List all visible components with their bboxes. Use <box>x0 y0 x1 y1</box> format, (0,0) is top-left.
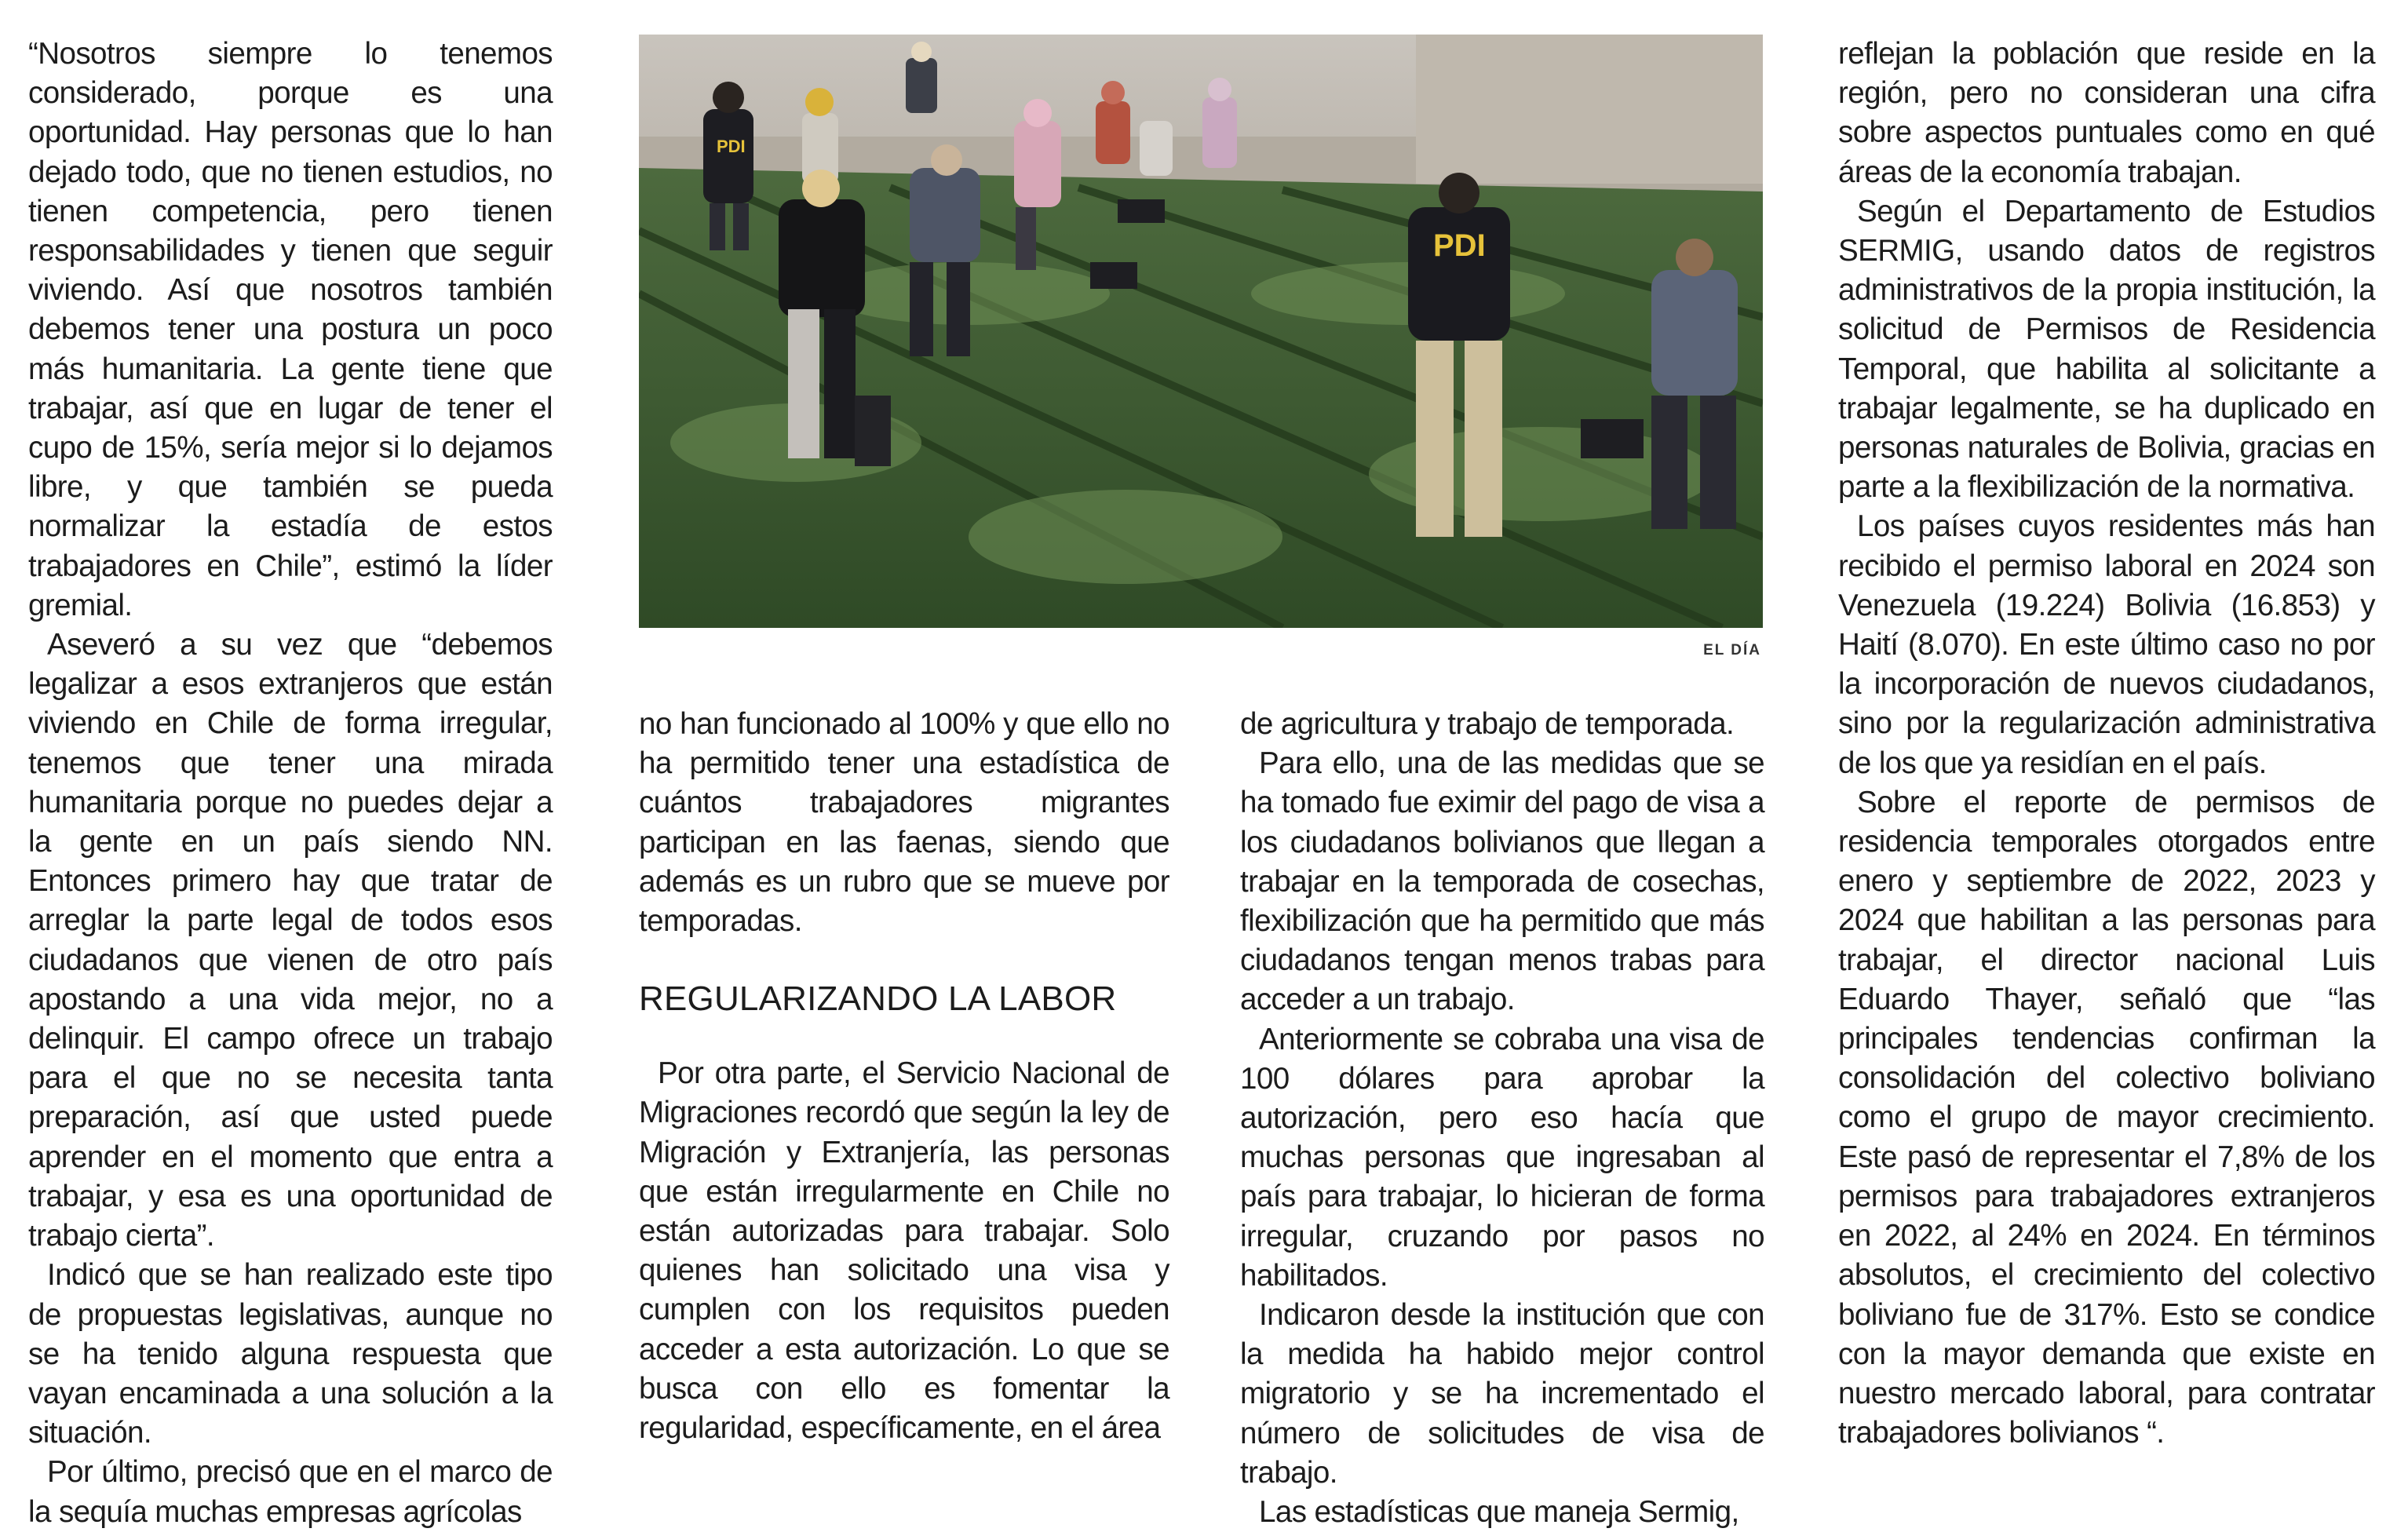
article-column-2 <box>639 705 1169 1448</box>
paragraph: Por último, precisó que en el marco de la sequía muchas empresas agrícolas <box>28 1455 553 1529</box>
article-photo <box>639 35 1763 628</box>
paragraph: Los países cuyos residentes más han recibido el permiso laboral en 2024 son Venezuela (19.224) Bolivia (16.853) y Haití (8.070). En este último caso no por la incorporación de nuevos ciudadanos, sino por la regularización administrativa de los que ya residían en el país. <box>1838 509 2375 780</box>
paragraph: Las estadísticas que maneja Sermig, <box>1259 1495 1739 1530</box>
paragraph: Por otra parte, el Servicio Nacional de Migraciones recordó que según la ley de Migración y Extranjería, las personas que están irregularmente en Chile no están autorizadas para trabajar. Solo quienes han solicitado una visa y cumplen con los requisitos pueden acceder a esta autorización. Lo que se busca con ello es fomentar la regularidad, específicamente, en el área <box>639 1056 1169 1446</box>
paragraph: Según el Departamento de Estudios SERMIG, usando datos de registros administrativos de la propia institución, la solicitud de Permisos de Residencia Temporal, que habilita al solicitante a trabajar legalmente, se ha duplicado en personas naturales de Bolivia, gracias en parte a la flexibilización de la normativa. <box>1838 194 2375 505</box>
vest-text-center: PDI <box>1433 228 1486 263</box>
vest-text-left: PDI <box>717 137 746 156</box>
paragraph: Anteriormente se cobraba una visa de 100 dólares para aprobar la autorización, pero eso hacía que muchas personas que ingresaban al país para trabajar, lo hicieran de forma irregular, cruzando por pasos no habilitados. <box>1240 1022 1764 1293</box>
article-column-3 <box>1240 705 1764 1532</box>
paragraph: Aseveró a su vez que “debemos legalizar a esos extranjeros que están viviendo en Chile de forma irregular, tenemos que tener una mirada humanitaria porque no puedes dejar a la gente en un país siendo NN. Entonces primero hay que tratar de arreglar la parte legal de todos esos ciudadanos que vienen de otro país apostando a una vida mejor, no a delinquir. El campo ofrece un trabajo para el que no se necesita tanta preparación, así que usted puede aprender en el momento que entra a trabajar, y esa es una oportunidad de trabajo cierta”. <box>28 628 553 1253</box>
paragraph: Indicaron desde la institución que con la medida ha habido mejor control migratorio y se ha incrementado el número de solicitudes de visa de trabajo. <box>1240 1298 1764 1490</box>
section-subheading: REGULARIZANDO LA LABOR <box>639 979 1117 1019</box>
paragraph: reflejan la población que reside en la región, pero no consideran una cifra sobre aspectos puntuales como en qué áreas de la economía trabajan. <box>1838 37 2375 189</box>
article-column-1 <box>28 35 553 1532</box>
paragraph: Indicó que se han realizado este tipo de propuestas legislativas, aunque no se ha tenido alguna respuesta que vayan encaminada a una solución a la situación. <box>28 1258 553 1450</box>
paragraph: de agricultura y trabajo de temporada. <box>1240 707 1735 741</box>
paragraph: “Nosotros siempre lo tenemos considerado, porque es una oportunidad. Hay personas que lo han dejado todo, que no tienen estudios, no tienen competencia, pero tienen responsabilidades y tienen que seguir viviendo. Así que nosotros también debemos tener una postura un poco más humanitaria. La gente tiene que trabajar, así que en lugar de tener el cupo de 15%, sería mejor si lo dejamos libre, y que también se pueda normalizar la estadía de estos trabajadores en Chile”, estimó la líder gremial. <box>28 37 553 622</box>
photo-credit: EL DÍA <box>1703 642 1761 658</box>
paragraph: Sobre el reporte de permisos de residencia temporales otorgados entre enero y septiembre de 2022, 2023 y 2024 que habilitan a las personas para trabajar, el director nacional Luis Eduardo Thayer, señaló que “las principales tendencias confirman la consolidación del colectivo boliviano como el grupo de mayor crecimiento. Este pasó de representar el 7,8% de los permisos para trabajadores extranjeros en 2022, al 24% en 2024. En términos absolutos, el crecimiento del colectivo boliviano fue de 317%. Esto se condice con la mayor demanda que existe en nuestro mercado laboral, para contratar trabajadores bolivianos “. <box>1838 785 2375 1450</box>
article-column-4 <box>1838 35 2375 1453</box>
paragraph: no han funcionado al 100% y que ello no ha permitido tener una estadística de cuántos trabajadores migrantes participan en las faenas, siendo que además es un rubro que se mueve por temporadas. <box>639 707 1169 939</box>
paragraph: Para ello, una de las medidas que se ha tomado fue eximir del pago de visa a los ciudadanos bolivianos que llegan a trabajar en la temporada de cosechas, flexibilización que ha permitido que más ciudadanos tengan menos trabas para acceder a un trabajo. <box>1240 746 1764 1017</box>
